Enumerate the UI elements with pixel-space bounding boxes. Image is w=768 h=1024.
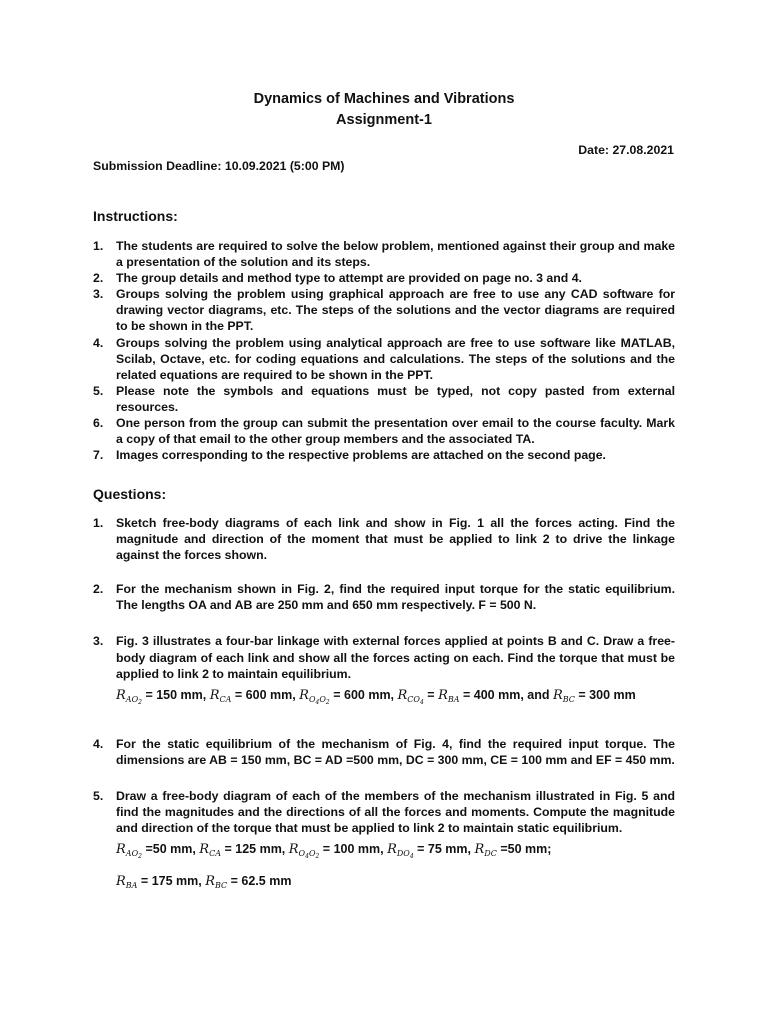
question-text: Draw a free-body diagram of each of the members of the mechanism illustrated in Fig. 5 and find the magnitudes and the directions of all the forces and moments. Compute the magnitude and direction of the torque that must be applied to link 2 to maintain static equilibrium.	[116, 788, 675, 836]
question-item	[93, 515, 675, 563]
instruction-text: Groups solving the problem using analytical approach are free to use software like MATLAB, Scilab, Octave, etc. for coding equations and calculations. The steps of the solutions and the related equations are required to be shown in the PPT.	[116, 335, 675, 382]
symbol-r-ao2: $R_{AO_2}$	[116, 687, 142, 706]
question-item	[93, 788, 675, 895]
symbol-r-ca: $R_{CA}$	[199, 842, 221, 859]
instruction-item	[93, 286, 675, 334]
symbol-r-ba: $R_{BA}$	[116, 874, 138, 891]
instruction-text: Images corresponding to the respective problems are attached on the second page.	[116, 448, 606, 463]
instruction-text: Groups solving the problem using graphical approach are free to use any CAD software for drawing vector diagrams, etc. The steps of the solutions and the vector diagrams are required to be shown in the PPT.	[116, 287, 675, 334]
symbol-r-co4: $R_{CO_4}$	[397, 687, 424, 706]
instructions-heading: Instructions:	[93, 208, 178, 224]
instruction-item	[93, 270, 675, 286]
assignment-date: Date: 27.08.2021	[578, 143, 674, 157]
symbol-r-dc: $R_{DC}$	[474, 842, 497, 859]
link-lengths-equation: $R_{AO_2} = 150$ mm, $R_{CA} = 600$ mm, $R_{O_4O_2} = 600$ mm, $R_{CO_4} = R_{BA} = 400$ mm, and $R_{BC} = 300$ mm	[116, 687, 636, 706]
questions-heading: Questions:	[93, 486, 167, 502]
instruction-item	[93, 335, 675, 383]
symbol-r-o4o2: $R_{O_4O_2}$	[299, 687, 330, 706]
question-number: 3.	[93, 634, 104, 649]
assignment-subtitle: Assignment-1	[336, 112, 432, 128]
instruction-item	[93, 415, 675, 447]
symbol-r-ca: $R_{CA}$	[209, 687, 232, 704]
instruction-number: 5.	[93, 383, 104, 398]
instructions-list	[93, 238, 675, 463]
question-item	[93, 736, 675, 768]
question-text: For the mechanism shown in Fig. 2, find the required input torque for the static equilibrium. The lengths OA and AB are 250 mm and 650 mm respectively. F = 500 N.	[116, 582, 675, 613]
symbol-r-ao2: $R_{AO_2}$	[116, 842, 142, 861]
instruction-text: The group details and method type to attempt are provided on page no. 3 and 4.	[116, 271, 582, 286]
instruction-number: 7.	[93, 448, 104, 463]
symbol-r-bc: $R_{BC}$	[205, 874, 228, 891]
instruction-number: 3.	[93, 287, 104, 302]
document-title: Dynamics of Machines and Vibrations	[253, 91, 515, 107]
instruction-number: 6.	[93, 416, 104, 431]
instruction-text: One person from the group can submit the presentation over email to the course faculty. Mark a copy of that email to the other group members and the associated TA.	[116, 416, 675, 447]
question-text: Sketch free-body diagrams of each link and show in Fig. 1 all the forces acting. Find the magnitude and direction of the moment that must be applied to link 2 to drive the linkage against the forces shown.	[116, 516, 675, 563]
question-item	[93, 581, 675, 613]
link-lengths-equation-continued: $R_{BA} = 175$ mm, $R_{BC} = 62.5$ mm	[116, 874, 292, 891]
submission-deadline: Submission Deadline: 10.09.2021 (5:00 PM)	[93, 159, 345, 173]
symbol-r-do4: $R_{DO_4}$	[387, 842, 414, 861]
symbol-r-o4o2: $R_{O_4O_2}$	[288, 842, 320, 861]
instruction-text: Please note the symbols and equations must be typed, not copy pasted from external resources.	[116, 383, 675, 414]
question-number: 2.	[93, 582, 104, 597]
question-text: Fig. 3 illustrates a four-bar linkage with external forces applied at points B and C. Draw a free-body diagram of each link and show all the forces acting on each. Find the torque that must be applied to link 2 to maintain equilibrium.	[116, 634, 675, 681]
instruction-number: 4.	[93, 335, 104, 350]
instruction-item	[93, 383, 675, 415]
instruction-item	[93, 238, 675, 270]
questions-list	[93, 515, 675, 895]
instruction-text: The students are required to solve the below problem, mentioned against their group and make a presentation of the solution and its steps.	[116, 239, 675, 270]
symbol-r-ba: $R_{BA}$	[438, 687, 460, 704]
link-lengths-equation: $R_{AO_2} =50$ mm, $R_{CA} = 125$ mm, $R_{O_4O_2} = 100$ mm, $R_{DO_4} = 75$ mm, $R_{DC} =50$ mm;	[116, 842, 552, 861]
question-number: 4.	[93, 736, 104, 751]
instruction-item	[93, 447, 675, 463]
instruction-number: 2.	[93, 271, 104, 286]
question-number: 5.	[93, 788, 104, 803]
instruction-number: 1.	[93, 239, 104, 253]
question-number: 1.	[93, 516, 104, 530]
question-text: For the static equilibrium of the mechanism of Fig. 4, find the required input torque. The dimensions are AB = 150 mm, BC = AD =500 mm, DC = 300 mm, CE = 100 mm and EF = 450 mm.	[116, 736, 675, 767]
question-item	[93, 633, 675, 711]
symbol-r-bc: $R_{BC}$	[552, 687, 575, 704]
